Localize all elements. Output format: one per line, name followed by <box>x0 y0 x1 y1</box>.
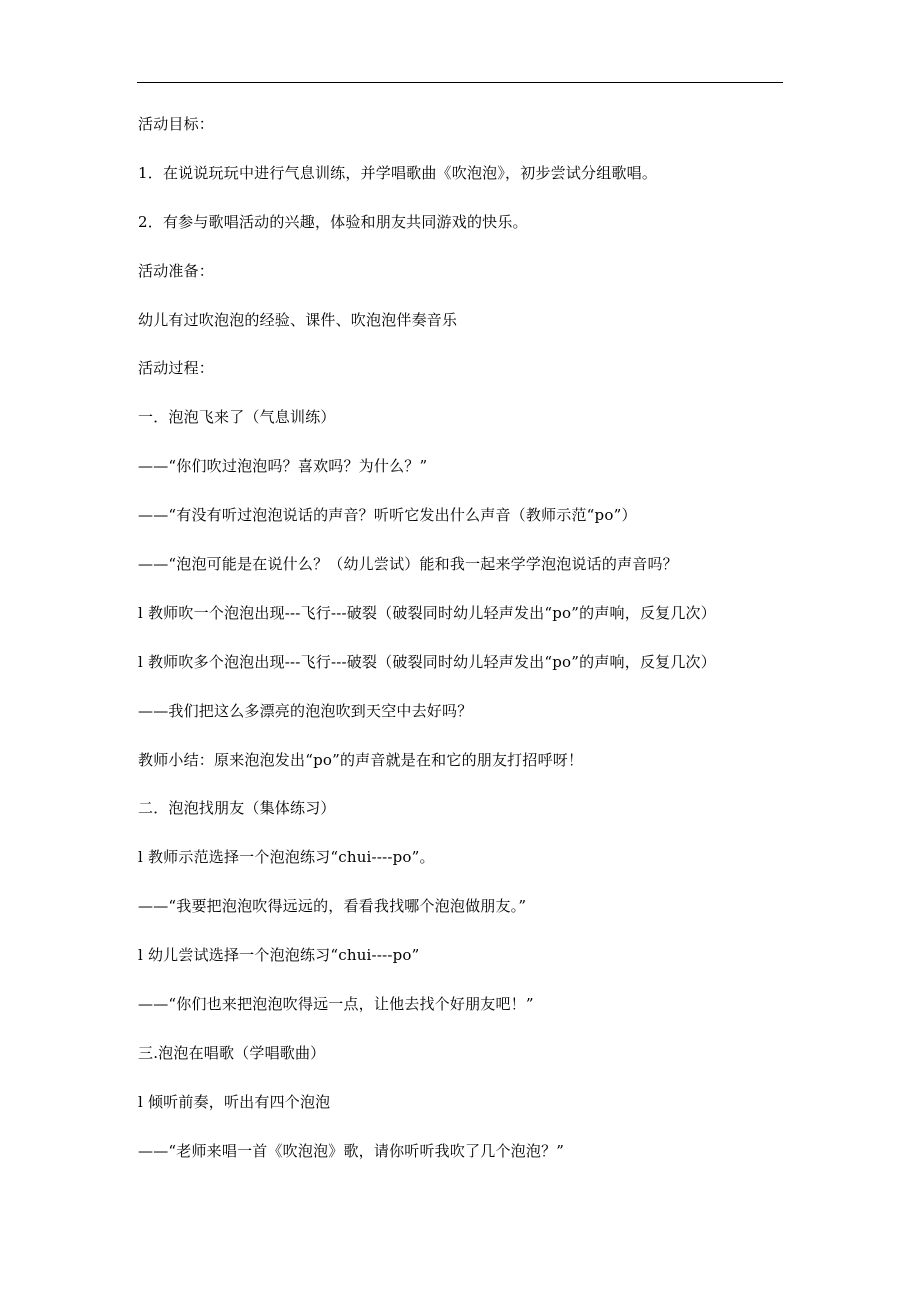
process-part-2-heading: 二．泡泡找朋友（集体练习） <box>138 799 336 818</box>
dialogue-line: ——“泡泡可能是在说什么？（幼儿尝试）能和我一起来学学泡泡说话的声音吗？ <box>138 555 678 574</box>
bullet-item: l 倾听前奏，听出有四个泡泡 <box>138 1092 331 1111</box>
bullet-item: l 幼儿尝试选择一个泡泡练习“chui----po” <box>138 946 420 965</box>
dialogue-line: ——“老师来唱一首《吹泡泡》歌，请你听听我吹了几个泡泡？” <box>138 1141 565 1160</box>
section-heading-preparation: 活动准备： <box>138 261 215 280</box>
process-part-1-heading: 一．泡泡飞来了（气息训练） <box>138 408 336 427</box>
dialogue-line: ——“你们也来把泡泡吹得远一点，让他去找个好朋友吧！” <box>138 995 534 1014</box>
section-heading-process: 活动过程： <box>138 359 215 378</box>
preparation-text: 幼儿有过吹泡泡的经验、课件、吹泡泡伴奏音乐 <box>138 310 458 329</box>
bullet-item: l 教师示范选择一个泡泡练习“chui----po”。 <box>138 848 435 867</box>
goal-item-2: 2．有参与歌唱活动的兴趣，体验和朋友共同游戏的快乐。 <box>138 212 528 231</box>
goal-item-1: 1．在说说玩玩中进行气息训练，并学唱歌曲《吹泡泡》，初步尝试分组歌唱。 <box>138 163 658 182</box>
bullet-item: l 教师吹多个泡泡出现---飞行---破裂（破裂同时幼儿轻声发出“po”的声响，反复几次） <box>138 652 716 671</box>
document-body <box>138 112 788 1188</box>
dialogue-line: ——“有没有听过泡泡说话的声音？听听它发出什么声音（教师示范“po”） <box>138 506 637 525</box>
dialogue-line: ——“你们吹过泡泡吗？喜欢吗？为什么？” <box>138 457 428 476</box>
bullet-item: l 教师吹一个泡泡出现---飞行---破裂（破裂同时幼儿轻声发出“po”的声响，反复几次） <box>138 603 716 622</box>
teacher-summary: 教师小结：原来泡泡发出“po”的声音就是在和它的朋友打招呼呀！ <box>138 750 584 769</box>
process-part-3-heading: 三.泡泡在唱歌（学唱歌曲） <box>138 1043 326 1062</box>
section-heading-goals: 活动目标： <box>138 115 215 133</box>
dialogue-line: ——“我要把泡泡吹得远远的，看看我找哪个泡泡做朋友。” <box>138 897 527 916</box>
header-rule <box>137 82 783 83</box>
dialogue-line: ——我们把这么多漂亮的泡泡吹到天空中去好吗？ <box>138 701 473 720</box>
